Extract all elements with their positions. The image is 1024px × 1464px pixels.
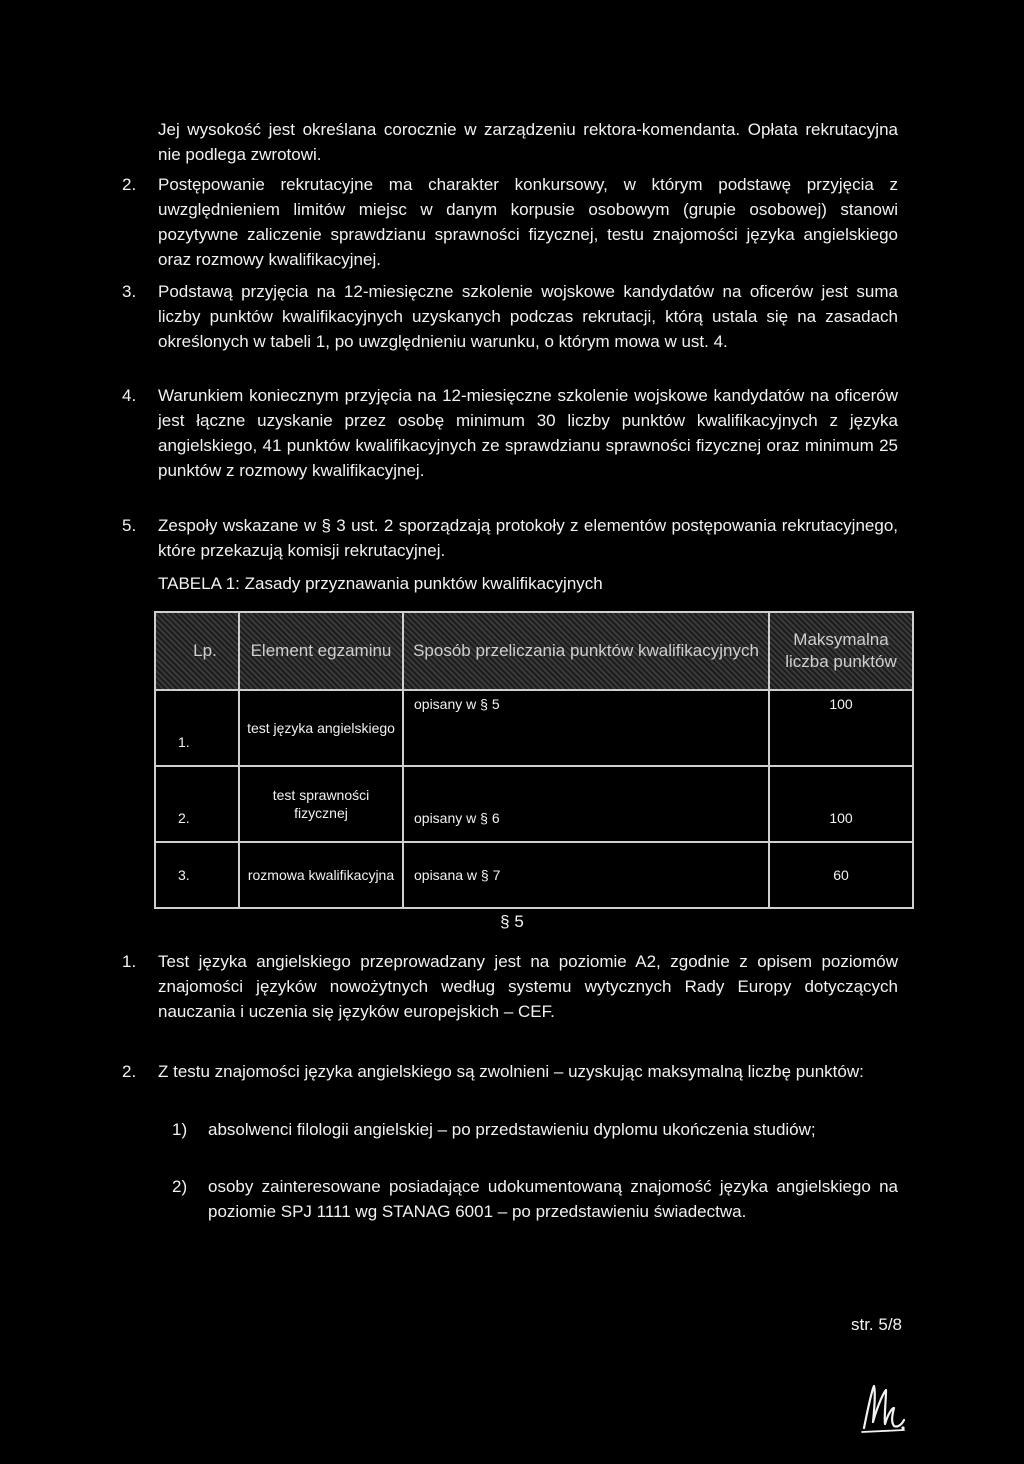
subpoint-1 [172, 1117, 898, 1142]
section-heading: § 5 [500, 912, 524, 931]
table-row [155, 842, 913, 908]
section-point-1 [122, 949, 898, 1024]
row-element: test języka angielskiego [239, 690, 403, 766]
paragraph-5 [122, 513, 898, 563]
paragraph-number: 2. [122, 175, 137, 194]
row-element: test sprawności fizycznej [239, 766, 403, 842]
table-row [155, 766, 913, 842]
paragraph-text: Zespoły wskazane w § 3 ust. 2 sporządzają protokoły z elementów postępowania rekrutacyjnego, które przekazują komisji rekrutacyjnej. [158, 516, 898, 560]
header-max-points: Maksymalna liczba punktów [769, 612, 913, 690]
row-method: opisany w § 5 [403, 690, 769, 766]
paragraph-4 [122, 383, 898, 483]
paragraph-2 [122, 172, 898, 272]
table-row [155, 690, 913, 766]
paragraph-text: Warunkiem koniecznym przyjęcia na 12-miesięczne szkolenie wojskowe kandydatów na oficerów jest łączne uzyskanie przez osobę minimum 30 liczby punktów kwalifikacyjnych z języka angielskiego, 41 punktów kwalifikacyjnych ze sprawdzianu sprawności fizycznej oraz minimum 25 punktów z rozmowy kwalifikacyjnej. [158, 386, 898, 480]
point-text: Z testu znajomości języka angielskiego są zwolnieni – uzyskując maksymalną liczbę punktów: [158, 1062, 864, 1081]
row-points: 100 [769, 690, 913, 766]
page-number: str. 5/8 [850, 1315, 902, 1334]
row-method: opisany w § 6 [403, 766, 769, 842]
point-number: 2. [122, 1062, 137, 1081]
header-lp: Lp. [155, 612, 239, 690]
paragraph-number: 5. [122, 516, 137, 535]
subpoint-text: absolwenci filologii angielskiej – po przedstawieniu dyplomu ukończenia studiów; [208, 1120, 816, 1139]
paragraph-number: 3. [122, 282, 137, 301]
paragraph-3 [122, 279, 898, 354]
subpoint-text: osoby zainteresowane posiadające udokumentowaną znajomość języka angielskiego na poziomie SPJ 1111 wg STANAG 6001 – po przedstawieniu świadectwa. [208, 1177, 898, 1221]
paragraph-text: Podstawą przyjęcia na 12-miesięczne szkolenie wojskowe kandydatów na oficerów jest suma liczby punktów kwalifikacyjnych uzyskanych podczas rekrutacji, którą ustala się na zasadach określonych w tabeli 1, po uwzględnieniu warunku, o którym mowa w ust. 4. [158, 282, 898, 351]
intro-paragraph: Jej wysokość jest określana corocznie w zarządzeniu rektora-komendanta. Opłata rekrutacyjna nie podlega zwrotowi. [158, 120, 898, 164]
row-points: 60 [769, 842, 913, 908]
row-method: opisana w § 7 [403, 842, 769, 908]
header-element: Element egzaminu [239, 612, 403, 690]
section-point-2 [122, 1059, 898, 1084]
row-lp: 3. [155, 842, 239, 908]
row-element: rozmowa kwalifikacyjna [239, 842, 403, 908]
subpoint-number: 2) [172, 1177, 188, 1196]
paragraph-number: 4. [122, 386, 137, 405]
subpoint-number: 1) [172, 1120, 188, 1139]
row-lp: 2. [155, 766, 239, 842]
table-caption: TABELA 1: Zasady przyznawania punktów kwalifikacyjnych [158, 574, 603, 593]
points-table [154, 611, 914, 909]
header-method: Sposób przeliczania punktów kwalifikacyjnych [403, 612, 769, 690]
paragraph-text: Postępowanie rekrutacyjne ma charakter konkursowy, w którym podstawę przyjęcia z uwzględnieniem limitów miejsc w danym korpusie osobowym (grupie osobowej) stanowi pozytywne zaliczenie sprawdzianu sprawności fizycznej, testu znajomości języka angielskiego oraz rozmowy kwalifikacyjnej. [158, 175, 898, 269]
point-text: Test języka angielskiego przeprowadzany jest na poziomie A2, zgodnie z opisem poziomów znajomości języków nowożytnych według systemu wytycznych Rady Europy dotyczących nauczania i uczenia się języków europejskich – CEF. [158, 952, 898, 1021]
row-lp: 1. [155, 690, 239, 766]
table-header-row [155, 612, 913, 690]
signature-icon [858, 1378, 908, 1438]
subpoint-2 [172, 1174, 898, 1224]
point-number: 1. [122, 952, 137, 971]
row-points: 100 [769, 766, 913, 842]
